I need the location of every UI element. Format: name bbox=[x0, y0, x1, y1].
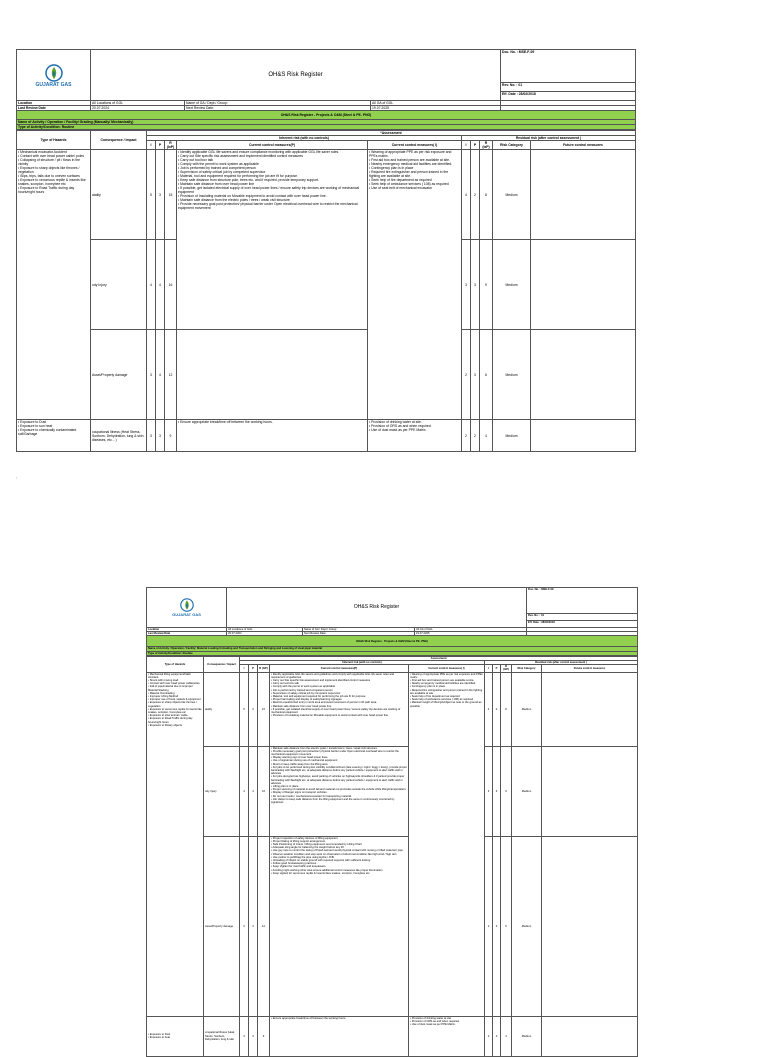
i-cell: 4 bbox=[240, 746, 249, 836]
next-review-label: Next Review Date: bbox=[185, 106, 371, 111]
control-p-cell: • Ensure appropriate break/time off between the working hours. bbox=[177, 420, 368, 452]
r-cell: 15 bbox=[258, 672, 270, 746]
col-risk-category: Risk Category bbox=[512, 665, 542, 672]
p-cell: 3 bbox=[249, 1016, 258, 1056]
i-cell: 3 bbox=[240, 836, 249, 1016]
page-title: OH&S Risk Register bbox=[227, 588, 527, 628]
eff-date: Eff. Date : 28/02/2018 bbox=[501, 92, 636, 101]
last-review-value: 20.07.2024 bbox=[91, 106, 185, 111]
ga-value: All GA of GGL bbox=[415, 628, 527, 632]
flame-logo-icon bbox=[43, 64, 65, 82]
consequence-cell: atality bbox=[91, 150, 147, 240]
residual-p-cell: 3 bbox=[471, 330, 480, 420]
control-p-cell: • Identify applicable GGL life savers and guidelines and comply with applicable GGL life saver rules and requirement of guidelines • Carry out Site specific risk assessment and implement identified control measures • Carry out tool box talk • Comply with the permit to work system as applicable • Job is performed by trained and competent person • Supervision of safety critical job by competent supervisor • Material, tool and equipment required for performing the job are fit for purpose • Proper barricading and display of safety/warning signages • Restrict unauthorized entry in work area and avoid movement of person in lift path area. • Maintain safe distance from over head power line • If possible, get isolated electrical supply of over head power lines / ensure safety trip devices are working of mechanical equipment • Provision of Insulating material on Movable equipment to avoid contact with over head power line. bbox=[270, 672, 409, 746]
table-row bbox=[17, 420, 636, 452]
assessment-header: Assessment bbox=[240, 656, 638, 660]
activity-type: Type of Activity/Condition: Routine bbox=[147, 651, 638, 655]
residual-r-cell: 4 bbox=[480, 420, 493, 452]
doc-no: Doc. No. : MSE-F-09 bbox=[501, 50, 636, 83]
risk-category-cell: Medium bbox=[493, 150, 531, 240]
residual-r-cell: 9 bbox=[480, 240, 493, 330]
p-cell: 4 bbox=[249, 746, 258, 836]
p-cell: 4 bbox=[249, 836, 258, 1016]
residual-r-cell: 4 bbox=[501, 1016, 512, 1056]
next-review-value: 19.07.2025 bbox=[371, 106, 501, 111]
i-cell: 3 bbox=[147, 330, 156, 420]
hazards-cell: • Exposure to Dust • Exposure to sun heat • Exposure to chemically contaminated soil/Garbage bbox=[17, 420, 91, 452]
col-future-controls: Future control measures bbox=[531, 141, 636, 150]
residual-i-cell: 2 bbox=[485, 836, 493, 1016]
page-title: OH&S Risk Register bbox=[91, 50, 501, 101]
register-heading: OH&S Risk Register - Projects & O&M (Steel & PE- PNG) bbox=[147, 636, 638, 647]
risk-category-cell: Medium bbox=[493, 240, 531, 330]
residual-risk-header: Residual risk (after control assessment ) bbox=[462, 136, 636, 141]
col-current-p: Current control measures(P) bbox=[270, 665, 409, 672]
future-cell bbox=[542, 1016, 638, 1056]
residual-p-cell: 2 bbox=[493, 1016, 501, 1056]
residual-i-cell: 2 bbox=[462, 420, 471, 452]
hazards-cell: • Mechanical excavator Accident • Contact with over head power cable/ poles • Collapsing of structure / pit / flows in the vicinity • Exposure to sharp objects like thrones / vegetation • Slips, trips, falls due to uneven surfaces • Exposure to venomous reptile & insects like snakes, scorpion, honeybee etc • Exposure to Road Traffic during day hours/night hours bbox=[17, 150, 91, 420]
r-cell: 15 bbox=[165, 150, 177, 240]
col-current-i: Current control measures( I) bbox=[368, 141, 462, 150]
activity-line: Name of Activity / Operation / Facility/ Grading (Manually/ Mechanically) bbox=[17, 120, 636, 125]
consequence-cell: ccupational Illness (Heat Stress, Sunburn, Dehydration, lung & skin diseases, etc... ) bbox=[91, 420, 147, 452]
company-name: GUJARAT GAS bbox=[172, 612, 201, 617]
control-i-cell: • Wearing of appropriate PPE as per risk exposure and PPEs matrix. • First aid box and trained person are available at site. • Nearby emergency medical aid facilities are identified. • Contingency plan is in place • Required fire extinguisher and person trained in fire fighting are available at site. • Seek help of fire department as required • Seek help of ambulance services ( 108) as required • Maintain height of lifted job/object as near to the ground as possible bbox=[409, 672, 485, 1016]
risk-register-sheet-2 bbox=[146, 587, 637, 1057]
col-p: P bbox=[249, 665, 258, 672]
r-cell: 16 bbox=[165, 240, 177, 330]
residual-r-cell: 9 bbox=[501, 746, 512, 836]
col-p: P bbox=[156, 141, 165, 150]
rev-no: Rev. No. : 01 bbox=[527, 614, 638, 621]
col-residual-i: I bbox=[462, 141, 471, 150]
i-cell: 4 bbox=[147, 240, 156, 330]
p-cell: 4 bbox=[156, 240, 165, 330]
table-row bbox=[147, 672, 638, 746]
col-type-of-hazards: Type of Hazards bbox=[147, 656, 204, 672]
risk-category-cell: Medium bbox=[512, 1016, 542, 1056]
r-cell: 12 bbox=[165, 330, 177, 420]
consequence-cell: Asset/Property damage bbox=[91, 330, 147, 420]
i-cell: 3 bbox=[240, 1016, 249, 1056]
eff-date: Eff. Date : 28/02/2018 bbox=[527, 621, 638, 628]
risk-table bbox=[16, 130, 636, 452]
next-review-value: 19.07.2025 bbox=[415, 632, 527, 636]
risk-category-cell: Medium bbox=[493, 420, 531, 452]
risk-table bbox=[146, 656, 638, 1057]
control-p-cell: • Ensure appropriate break/time off between the working hours. bbox=[270, 1016, 409, 1056]
residual-i-cell: 4 bbox=[462, 150, 471, 240]
hazards-cell: • Mechanical lifting equipment/trailer Accident. • Struck with moving load. • Contact with over head power cable/poles • Fall of pipe/material due to improper Material Stacking • Material Overloading • Improper Lifting Method • Improper use of hook, tackels & equipment • Exposure to sharp objects like thrones / vegetation • Exposure to venomous reptile & insects like snakes, scorpion, honeybee etc • Exposure to slow animal / cattle . • Exposure to Road Traffic during day hours/night hours • Exposure to Rotary objects bbox=[147, 672, 204, 1016]
future-cell bbox=[531, 240, 636, 330]
col-r: R (IxP) bbox=[165, 141, 177, 150]
company-logo bbox=[17, 50, 91, 101]
col-i: I bbox=[240, 665, 249, 672]
rev-no: Rev. No. : 01 bbox=[501, 83, 636, 92]
header-table bbox=[146, 587, 638, 656]
r-cell: 16 bbox=[258, 746, 270, 836]
r-cell: 12 bbox=[258, 836, 270, 1016]
col-type-of-hazards: Type of Hazards bbox=[17, 131, 91, 150]
control-p-cell: • Maintain safe distance from the electric poles / transformers / trees / weak civil structure • Provide necessary goal post protection/ physical barrier under Open electrical overhead wire to restrict the mechanical equipment movement • Display warning sign of over head power lines. • Use of signalman during use of mechanical equipment • Divert or keep traffic away from the lifting area • For jobs to be performed during low visibility conditions/hours (late evening / night / foggy / dusty), provide proper barricading with flashlight etc. at adequate distance before any parked vehicle / equipment to alert traffic well in advance • For jobs along/across highways, avoid parking of vehicles on highways/its shoulders & if parked provide proper barricading with flashlight etc. at adequate distance before any parked vehicle / equipment to alert traffic well in advance • Lifting plan is in place • Proper securing of material to avoid fall and material not protrudes outside the vehicle while lifting/transportation. • Display of Danger signs on transport vehicles. • Do not use hooks / mechanical excavator for transporting material. • Job Helper to keep safe distance from the lifting equipment and the same is continuously monitored by signalman. bbox=[270, 746, 409, 836]
inherent-risk-header: Inherent risk (with no controls) bbox=[240, 661, 485, 665]
future-cell bbox=[542, 746, 638, 836]
control-i-cell: • Provision of drinking water at site. • Provision of ORS as and when required. • Use of dust mask as per PPE Matrix. bbox=[368, 420, 462, 452]
flame-logo-icon bbox=[178, 598, 196, 612]
location-label: Location bbox=[17, 101, 91, 106]
table-row bbox=[147, 746, 638, 836]
residual-i-cell: 4 bbox=[485, 672, 493, 746]
future-cell bbox=[542, 836, 638, 1016]
col-current-i: Current control measures( I) bbox=[409, 665, 485, 672]
col-residual-r: R (IxP) bbox=[480, 141, 493, 150]
p-cell: 3 bbox=[156, 420, 165, 452]
i-cell: 5 bbox=[240, 672, 249, 746]
col-future-controls: Future control measures bbox=[542, 665, 638, 672]
future-cell bbox=[531, 420, 636, 452]
r-cell: 9 bbox=[258, 1016, 270, 1056]
doc-no: Doc. No. : MSE-F-09 bbox=[527, 588, 638, 614]
next-review-label: Next Review Date: bbox=[303, 632, 415, 636]
header-table bbox=[16, 49, 636, 130]
col-residual-i: I bbox=[485, 665, 493, 672]
control-i-cell: • Provision of drinking water at site. • Provision of ORS as and when required. • Use of dust mask as per PPE Matrix. bbox=[409, 1016, 485, 1056]
location-value: All Locations of GGL bbox=[91, 101, 185, 106]
residual-r-cell: 6 bbox=[501, 836, 512, 1016]
consequence-cell: ody Injury bbox=[204, 746, 240, 836]
table-row bbox=[147, 836, 638, 1016]
col-i: I bbox=[147, 141, 156, 150]
residual-p-cell: 2 bbox=[471, 150, 480, 240]
col-current-p: Current control measures(P) bbox=[177, 141, 368, 150]
residual-r-cell: 8 bbox=[480, 150, 493, 240]
residual-risk-header: Residual risk (after control assessment ) bbox=[485, 661, 638, 665]
residual-i-cell: 2 bbox=[462, 330, 471, 420]
risk-category-cell: Medium bbox=[512, 672, 542, 746]
consequence-cell: atality bbox=[204, 672, 240, 746]
risk-category-cell: Medium bbox=[512, 746, 542, 836]
consequence-cell: ody Injury bbox=[91, 240, 147, 330]
activity-line: Name of Activity / Operation / Facility: Material Loading-Unloading and Transportation and Stringing and Lowering of steel pipe/ material bbox=[147, 647, 638, 651]
company-logo bbox=[147, 588, 227, 628]
future-cell bbox=[542, 672, 638, 746]
inherent-risk-header: Inherent risk (with no controls) bbox=[147, 136, 462, 141]
i-cell: 5 bbox=[147, 150, 156, 240]
p-cell: 4 bbox=[156, 330, 165, 420]
table-row bbox=[17, 150, 636, 240]
residual-p-cell: 3 bbox=[493, 836, 501, 1016]
ga-label: Name of GA / Dept./ Group: bbox=[303, 628, 415, 632]
col-residual-p: P bbox=[493, 665, 501, 672]
assessment-header: *Assessment bbox=[147, 131, 636, 136]
ga-value: All GA of GGL bbox=[371, 101, 501, 106]
risk-register-sheet-1 bbox=[16, 49, 635, 452]
hazards-cell: • Exposure to Dust • Exposure to heat bbox=[147, 1016, 204, 1056]
residual-i-cell: 3 bbox=[462, 240, 471, 330]
col-risk-category: Risk Category bbox=[493, 141, 531, 150]
stray-mark: , bbox=[16, 474, 18, 479]
future-cell bbox=[531, 150, 636, 240]
activity-type: Type of Activity/Condition: Routine bbox=[17, 125, 636, 130]
residual-r-cell: 6 bbox=[480, 330, 493, 420]
col-consequence: Consequence / Impact bbox=[91, 131, 147, 150]
residual-p-cell: 2 bbox=[493, 672, 501, 746]
last-review-label: Last Review Date bbox=[17, 106, 91, 111]
residual-p-cell: 3 bbox=[471, 240, 480, 330]
col-r: R (IxP) bbox=[258, 665, 270, 672]
col-residual-p: P bbox=[471, 141, 480, 150]
consequence-cell: ccupational Illness (Heat Stress, Sunburn, Dehydration, lung & skin bbox=[204, 1016, 240, 1056]
location-label: Location bbox=[147, 628, 227, 632]
control-i-cell: • Wearing of appropriate PPE as per risk exposure and PPEs matrix. • First aid box and trained person are available at site. • Nearby emergency medical aid facilities are identified. • Contingency plan is in place • Required fire extinguisher and person trained in fire fighting are available at site. • Seek help of fire department as required • Seek help of ambulance services ( 108) as required • Use of seat belt of mechanical excavator bbox=[368, 150, 462, 420]
col-residual-r: R (IxP) bbox=[501, 665, 512, 672]
col-consequence: Consequence / Impact bbox=[204, 656, 240, 672]
table-row bbox=[147, 1016, 638, 1056]
control-p-cell bbox=[177, 330, 368, 420]
residual-i-cell: 2 bbox=[485, 1016, 493, 1056]
control-p-cell: • Proper inspection of safety devices of lifting equipment • Proper Rating of lifting support arrangement. • Safe Positioning of Crane / lifting equipment recommended by Lifting Chart • Adequate sling angle for balancing the weight before any lift • Use guy rope to control the swing of Pipe/Load and avoid physical contact with moving or lifted material / pipe. • Observe weather condition and stop work on observation of abnormal condition like high wind / high rain. • Use pusher to pull/Drag the pipe using Hydra / JCB. • Unloading of Object on stable ground with required supports with sufficient locking • Follow good housekeeping practices • Keep Vigilant for road traffic and trespassers • Avoiding night working other wise ensure additional control measures like proper illumination • Keep vigilant for venomous reptile & insects likes snakes, scorpion, honeybee etc. bbox=[270, 836, 409, 1016]
r-cell: 9 bbox=[165, 420, 177, 452]
risk-category-cell: Medium bbox=[512, 836, 542, 1016]
residual-r-cell: 8 bbox=[501, 672, 512, 746]
p-cell: 3 bbox=[249, 672, 258, 746]
ga-label: Name of GA / Dept./ Group: bbox=[185, 101, 371, 106]
future-cell bbox=[531, 330, 636, 420]
residual-p-cell: 3 bbox=[493, 746, 501, 836]
control-p-cell: • Identify applicable GGL life savers and ensure compliance monitoring with applicable GGL life saver rules. • Carry out Site specific risk assessment and implement identified control measures • Carry out tool box talk • Comply with the permit to work system as applicable • Job is performed by trained and competent person • Supervision of safety critical job by competent supervisor • Material, tool and equipment required for performing the job are fit for purpose. • Keep safe distance from structure pole, trees etc. and if required, provide temporary support. • Maintain safe distance from over head power line • If possible, get isolated electrical supply of over head power lines / ensure safety trip devices are working of mechanical equipment • Provision of Insulating material on Movable equipment to avoid contact with over head power line. • Maintain safe distance from the electric poles / trees / weak civil structure • Provide necessary goal post protection/ physical barrier under Open electrical overhead wire to restrict the mechanical equipment movement bbox=[177, 150, 368, 330]
last-review-value: 20.07.2024 bbox=[227, 632, 303, 636]
location-value: All Locations of GGL bbox=[227, 628, 303, 632]
i-cell: 3 bbox=[147, 420, 156, 452]
residual-i-cell: 3 bbox=[485, 746, 493, 836]
last-review-label: Last Review Date bbox=[147, 632, 227, 636]
risk-category-cell: Medium bbox=[493, 330, 531, 420]
table-row bbox=[17, 330, 636, 420]
p-cell: 3 bbox=[156, 150, 165, 240]
residual-p-cell: 2 bbox=[471, 420, 480, 452]
register-heading: OH&S Risk Register - Projects & O&M (Steel & PE- PNG) bbox=[17, 111, 636, 120]
consequence-cell: Asset/Property damage bbox=[204, 836, 240, 1016]
company-name: GUJARAT GAS bbox=[35, 81, 72, 88]
